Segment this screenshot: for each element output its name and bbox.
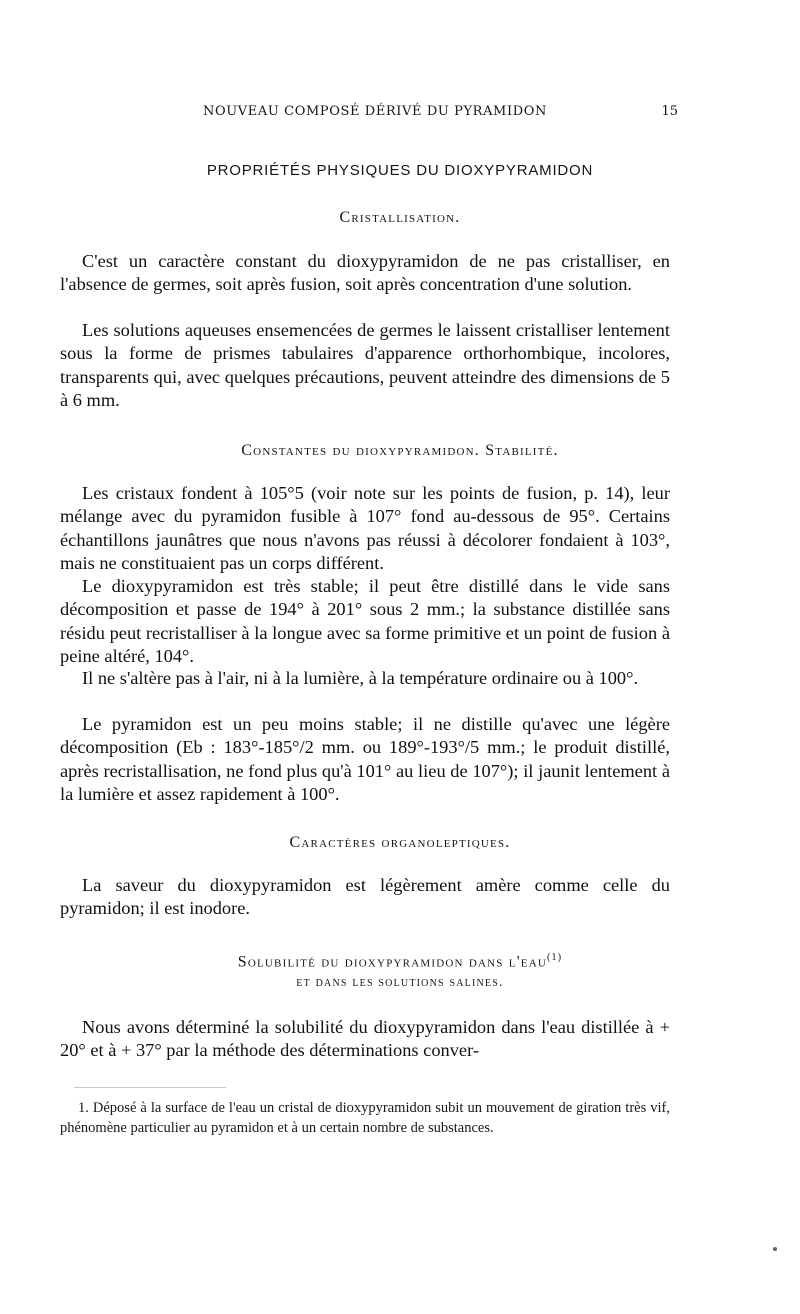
section-title: PROPRIÉTÉS PHYSIQUES DU DIOXYPYRAMIDON: [206, 162, 594, 179]
heading-solubilite-line-1: [60, 952, 740, 971]
paragraph-constantes-2: Le dioxypyramidon est très stable; il peut être distillé dans le vide sans décomposition et passe de 194° à 201° sous 2 mm.; la substance distillée sans résidu peut recristalliser à la longue avec sa forme primitive et un point de fusion à peine altéré, 104°.: [60, 576, 670, 667]
heading-solubilite-line-2: et dans les solutions salines.: [296, 975, 504, 990]
footnote-rule: [74, 1087, 226, 1088]
heading-solubilite-text: Solubilité du dioxypyramidon dans l'eau: [237, 953, 547, 971]
page-number: 15: [661, 104, 678, 119]
footnote: 1. Déposé à la surface de l'eau un cristal de dioxypyramidon subit un mouvement de giration très vif, phénomène particulier au pyramidon et à un certain nombre de substances.: [60, 1100, 670, 1136]
paragraph-solubilite: Nous avons déterminé la solubilité du dioxypyramidon dans l'eau distillée à + 20° et à + 37° par la méthode des déterminations conver-: [60, 1017, 670, 1061]
heading-constantes-stabilite: Constantes du dioxypyramidon. Stabilité.: [241, 442, 559, 459]
scan-speck: [773, 1247, 777, 1251]
paragraph-organoleptiques: La saveur du dioxypyramidon est légèrement amère comme celle du pyramidon; il est inodore.: [60, 875, 670, 919]
paragraph-constantes-3: Il ne s'altère pas à l'air, ni à la lumière, à la température ordinaire ou à 100°.: [82, 668, 639, 688]
heading-organoleptiques: Caractères organoleptiques.: [289, 834, 511, 851]
heading-cristallisation: Cristallisation.: [339, 209, 461, 226]
paragraph-constantes-4: Le pyramidon est un peu moins stable; il ne distille qu'avec une légère décomposition (Eb : 183°-185°/2 mm. ou 189°-193°/5 mm.; le produit distillé, après recristallisation, ne fond plus qu'à 101° au lieu de 107°); il jaunit lentement à la lumière et assez rapidement à 100°.: [60, 714, 670, 805]
paragraph-cristallisation-1: C'est un caractère constant du dioxypyramidon de ne pas cristalliser, en l'absence de germes, soit après fusion, soit après concentration d'une solution.: [60, 251, 670, 295]
paragraph-cristallisation-2: Les solutions aqueuses ensemencées de germes le laissent cristalliser lentement sous la forme de prismes tabulaires d'apparence orthorhombique, incolores, transparents qui, avec quelques précautions, peuvent atteindre des dimensions de 5 à 6 mm.: [60, 320, 670, 411]
footnote-marker: (1): [546, 952, 563, 963]
paragraph-constantes-1: Les cristaux fondent à 105°5 (voir note sur les points de fusion, p. 14), leur mélange avec du pyramidon fusible à 107° fond au-dessous de 95°. Certains échantillons jaunâtres que nous n'avons pas réussi à décolorer fondaient à 103°, mais ne constituaient pas un corps différent.: [60, 483, 670, 574]
running-title: NOUVEAU COMPOSÉ DÉRIVÉ DU PYRAMIDON: [203, 104, 547, 119]
